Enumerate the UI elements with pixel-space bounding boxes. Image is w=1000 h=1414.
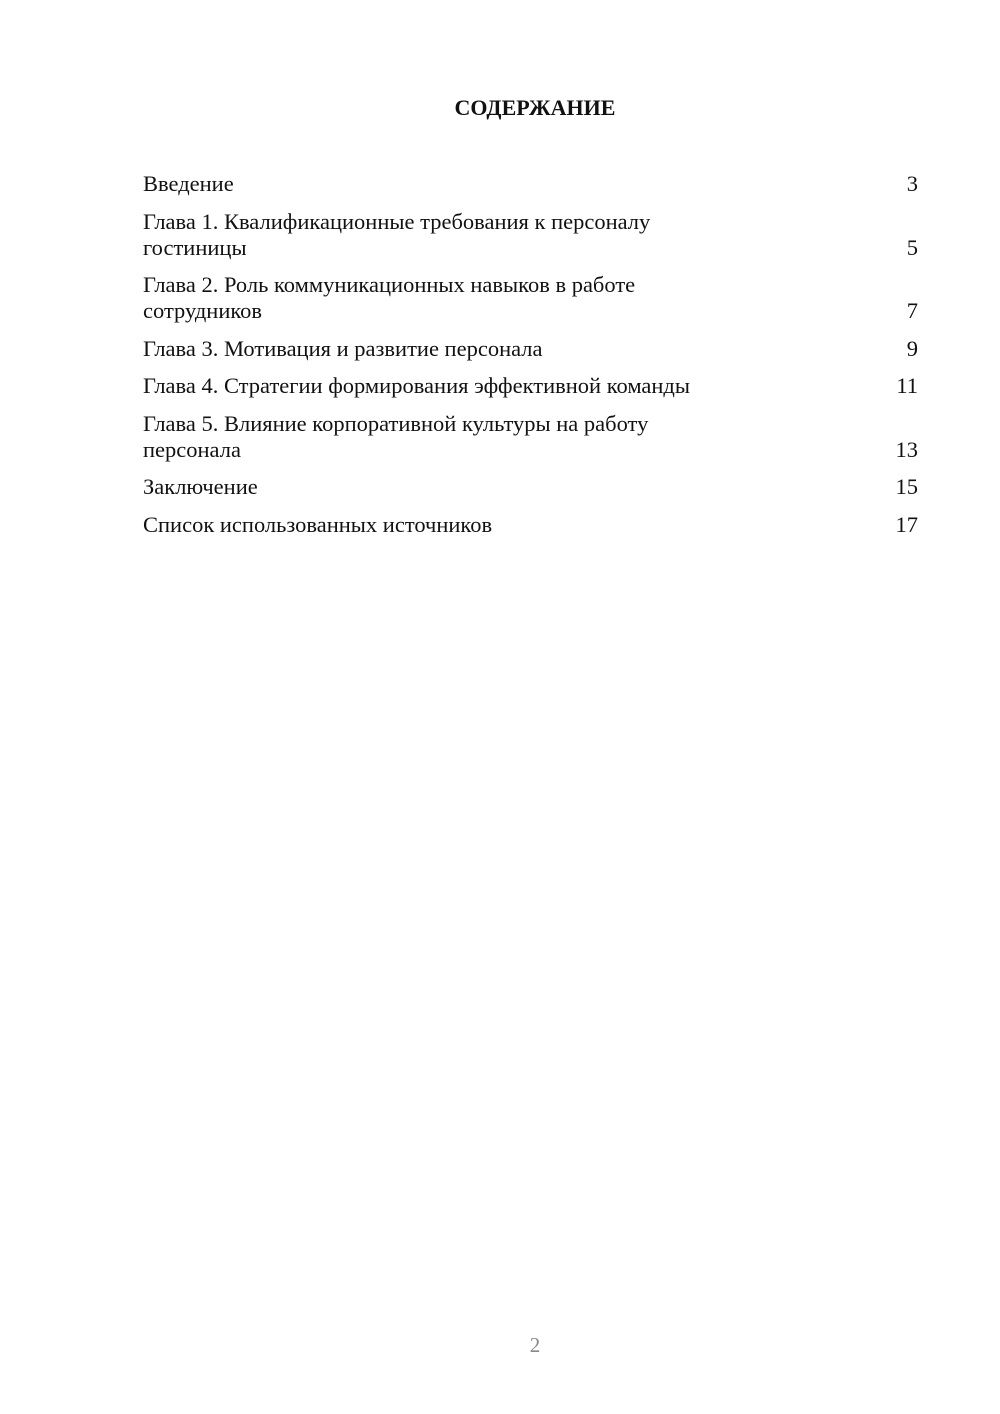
toc-entry-title: Глава 4. Стратегии формирования эффективной команды — [143, 373, 690, 398]
toc-entry-page: 13 — [895, 436, 918, 462]
toc-entry-conclusion — [143, 474, 918, 500]
toc-entry-page: 9 — [906, 335, 918, 361]
toc-entry-title: Глава 3. Мотивация и развитие персонала — [143, 335, 543, 361]
toc-entry-chapter-5 — [143, 411, 918, 463]
toc-entry-title: Список использованных источников — [143, 511, 493, 537]
toc-entry-title: Заключение — [143, 474, 258, 499]
toc-entry-chapter-2 — [143, 272, 918, 324]
toc-heading: СОДЕРЖАНИЕ — [454, 95, 616, 120]
toc-entry-title-cont: гостиницы — [143, 234, 247, 260]
toc-entry-title: Глава 5. Влияние корпоративной культуры на работу — [143, 410, 649, 436]
toc-entry-page: 17 — [895, 511, 918, 537]
toc-entry-chapter-3 — [143, 336, 918, 362]
toc-entry-title: Глава 1. Квалификационные требования к персоналу — [143, 208, 651, 234]
toc-entry-title: Глава 2. Роль коммуникационных навыков в работе — [143, 272, 636, 297]
toc-entry-introduction — [143, 171, 918, 197]
toc-entry-title: Введение — [143, 171, 234, 196]
toc-entry-page: 11 — [896, 373, 918, 398]
toc-entry-page: 5 — [906, 234, 918, 260]
toc-entry-chapter-1 — [143, 209, 918, 261]
toc-entry-references — [143, 512, 918, 538]
toc-entry-page: 15 — [895, 474, 918, 499]
toc-entry-page: 7 — [906, 298, 918, 323]
toc-entry-title-cont: персонала — [143, 436, 241, 462]
table-of-contents — [143, 171, 918, 549]
toc-entry-title-cont: сотрудников — [143, 298, 263, 323]
toc-entry-page: 3 — [906, 171, 918, 196]
page-number: 2 — [529, 1333, 541, 1357]
toc-entry-chapter-4 — [143, 373, 918, 399]
